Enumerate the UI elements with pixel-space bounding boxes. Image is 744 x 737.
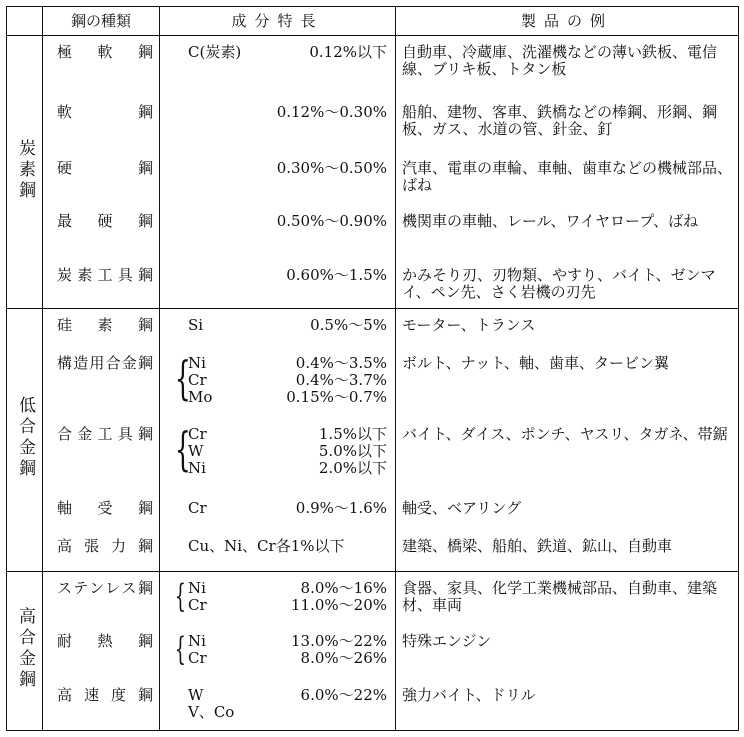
composition: 0.30%〜0.50% <box>160 152 396 206</box>
header-examples: 製品の例 <box>396 7 739 36</box>
table-row <box>7 96 739 152</box>
product-examples: 船舶、建物、客車、鉄橋などの棒鋼、形鋼、鋼板、ガス、水道の管、針金、釘 <box>396 96 739 152</box>
brace-icon: { <box>174 629 186 668</box>
product-examples: モーター、トランス <box>396 309 739 348</box>
steel-name: 構造用合金鋼 <box>43 347 160 418</box>
steel-name: 軟鋼 <box>43 96 160 152</box>
steel-name: 極軟鋼 <box>43 36 160 96</box>
composition: 0.60%〜1.5% <box>160 259 396 308</box>
header-row <box>7 7 739 36</box>
steel-name: 高張力鋼 <box>43 530 160 571</box>
table-row <box>7 205 739 259</box>
steel-table <box>6 6 739 731</box>
product-examples: 軸受、ベアリング <box>396 492 739 531</box>
composition: Cu、Ni、Cr各1%以下 <box>160 530 396 571</box>
composition: Si 0.5%〜5% <box>160 309 396 348</box>
steel-name: 炭素工具鋼 <box>43 259 160 308</box>
category-label: 低合金鋼 <box>7 309 43 571</box>
category-label: 炭素鋼 <box>7 36 43 309</box>
composition: 0.12%〜0.30% <box>160 96 396 152</box>
product-examples: かみそり刃、刃物類、やすり、バイト、ゼンマイ、ペン先、さく岩機の刃先 <box>396 259 739 308</box>
table-row <box>7 530 739 571</box>
composition: Cr 0.9%〜1.6% <box>160 492 396 531</box>
header-steel-type: 鋼の種類 <box>43 7 160 36</box>
product-examples: 特殊エンジン <box>396 625 739 679</box>
steel-name: 軸受鋼 <box>43 492 160 531</box>
product-examples: ボルト、ナット、軸、歯車、タービン翼 <box>396 347 739 418</box>
brace-icon: { <box>174 576 186 615</box>
steel-name: 高速度鋼 <box>43 679 160 731</box>
table-row <box>7 571 739 625</box>
table-row <box>7 492 739 531</box>
table-row <box>7 36 739 96</box>
steel-name: 耐熱鋼 <box>43 625 160 679</box>
product-examples: 強力バイト、ドリル <box>396 679 739 731</box>
product-examples: 汽車、電車の車輪、車軸、歯車などの機械部品、ばね <box>396 152 739 206</box>
table-row <box>7 259 739 308</box>
steel-name: ステンレス鋼 <box>43 571 160 625</box>
steel-name: 硬鋼 <box>43 152 160 206</box>
composition: W 6.0%〜22% V、Co <box>160 679 396 731</box>
composition: { Cr 1.5%以下 W 5.0%以下 Ni 2.0%以下 <box>160 418 396 491</box>
table-row <box>7 347 739 418</box>
brace-icon: { <box>174 351 191 406</box>
composition: { Ni 13.0%〜22% Cr 8.0%〜26% <box>160 625 396 679</box>
composition: { Ni 0.4%〜3.5% Cr 0.4%〜3.7% Mo 0.15%〜0.7% <box>160 347 396 418</box>
category-label: 高合金鋼 <box>7 571 43 730</box>
table-row <box>7 679 739 731</box>
product-examples: 自動車、冷蔵庫、洗濯機などの薄い鉄板、電信線、ブリキ板、トタン板 <box>396 36 739 96</box>
composition: C(炭素) 0.12%以下 <box>160 36 396 96</box>
table-row <box>7 309 739 348</box>
composition: { Ni 8.0%〜16% Cr 11.0%〜20% <box>160 571 396 625</box>
steel-name: 硅素鋼 <box>43 309 160 348</box>
brace-icon: { <box>174 422 191 477</box>
product-examples: 食器、家具、化学工業機械部品、自動車、建築材、車両 <box>396 571 739 625</box>
steel-name: 合金工具鋼 <box>43 418 160 491</box>
product-examples: 機関車の車軸、レール、ワイヤロープ、ばね <box>396 205 739 259</box>
header-composition: 成分特長 <box>160 7 396 36</box>
steel-name: 最硬鋼 <box>43 205 160 259</box>
table-row <box>7 625 739 679</box>
product-examples: バイト、ダイス、ポンチ、ヤスリ、タガネ、帯鋸 <box>396 418 739 491</box>
table-row <box>7 418 739 491</box>
product-examples: 建築、橋梁、船舶、鉄道、鉱山、自動車 <box>396 530 739 571</box>
table-row <box>7 152 739 206</box>
composition: 0.50%〜0.90% <box>160 205 396 259</box>
